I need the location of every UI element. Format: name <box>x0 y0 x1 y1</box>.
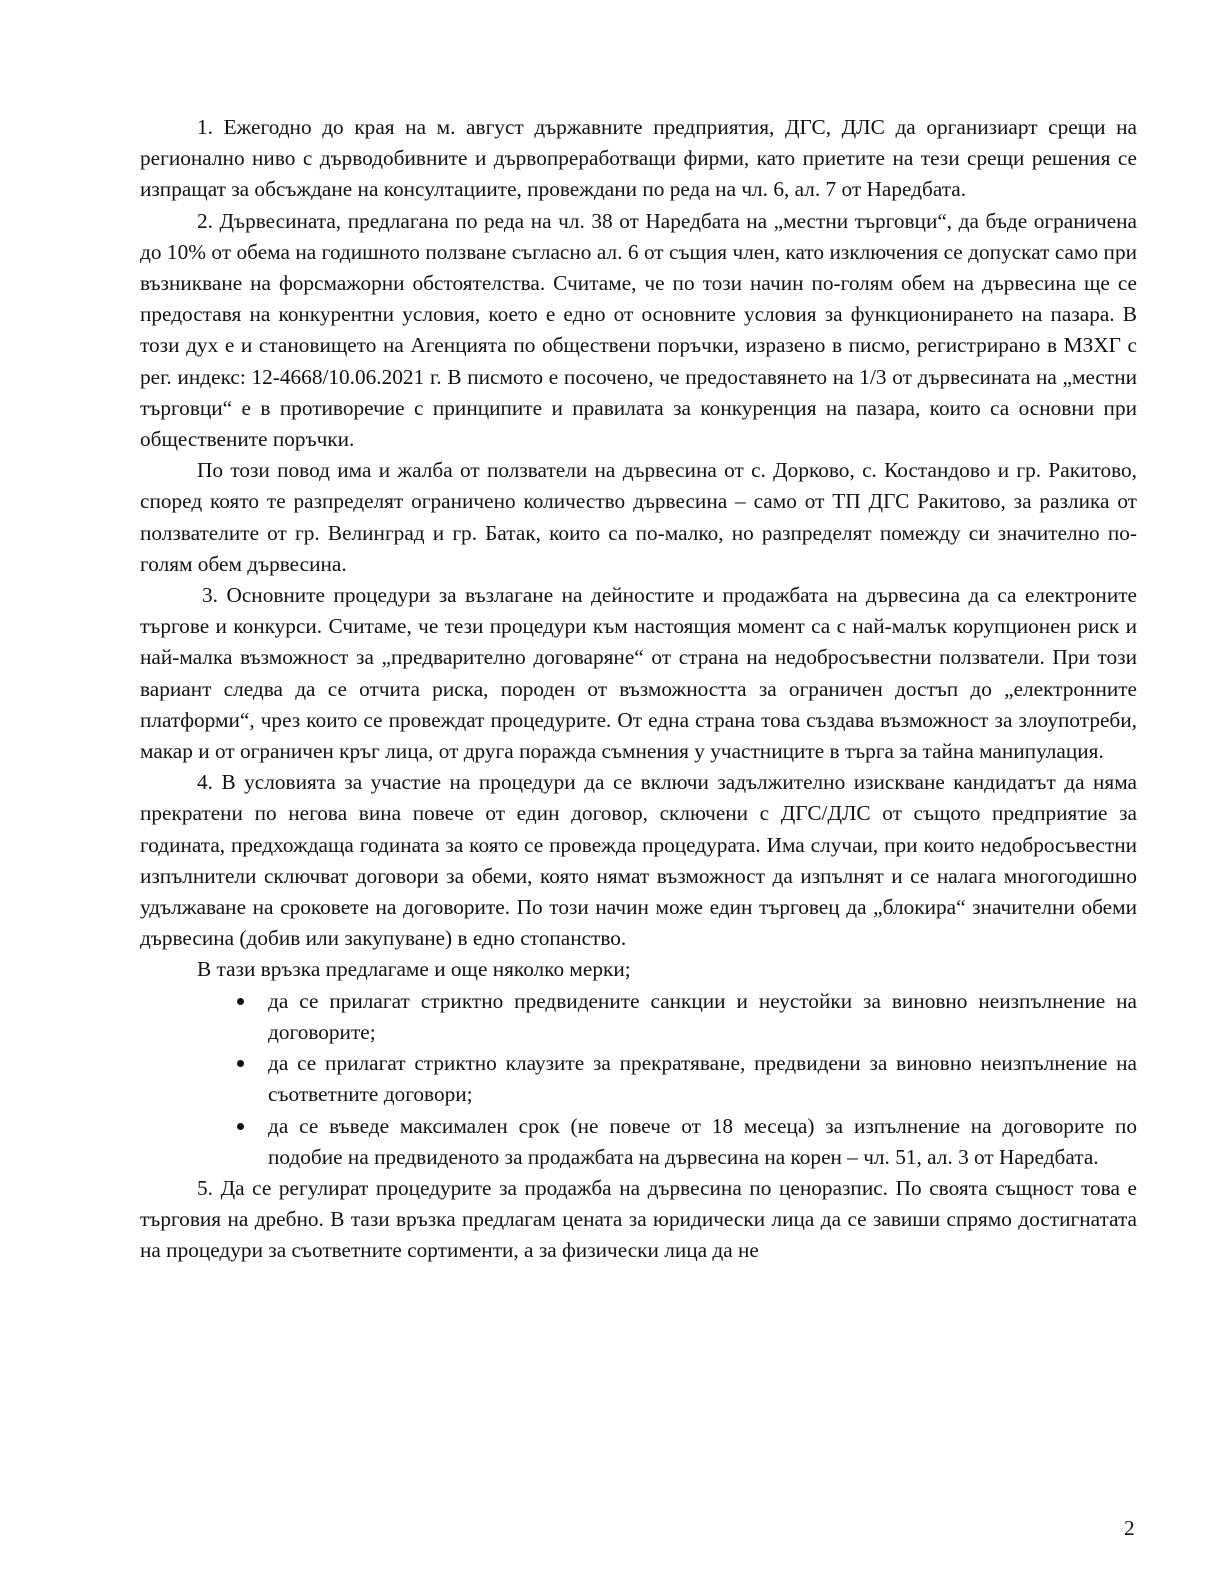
measure-text: да се въведе максимален срок (не повече от 18 месеца) за изпълнение на договорите по подобие на предвиденото за продажбата на дървесина на корен – чл. 51, ал. 3 от Наредбата. <box>268 1113 1137 1169</box>
measure-text: да се прилагат стриктно клаузите за прекратяване, предвидени за виновно неизпълнение на съответните договори; <box>268 1051 1137 1107</box>
bullet-icon <box>237 1123 244 1130</box>
paragraph-3-electronic-auctions: 3. Основните процедури за възлагане на дейностите и продажбата на дървесина да са електроните търгове и конкурси. Считаме, че тези процедури към настоящия момент са с най-малък корупционен риск и най-малка възможност за „предварително договаряне“ от страна на недобросъвестни ползватели. При този вариант следва да се отчита риска, породен от възможността за ограничен достъп до „електронните платформи“, чрез които се провеждат процедурите. От една страна това създава възможност за злоупотреби, макар и от ограничен кръг лица, от друга поражда съмнения у участниците в търга за тайна манипулация. <box>140 583 1137 764</box>
bullet-icon <box>237 1060 244 1067</box>
measure-item <box>140 1048 1137 1110</box>
document-page <box>140 112 1137 1267</box>
paragraph-1-regional-meetings: 1. Ежегодно до края на м. август държавните предприятия, ДГС, ДЛС да организиарт срещи на регионално ниво с дърводобивните и дървопреработващи фирми, като приетите на тези срещи решения се изпращат за обсъждане на консултациите, провеждани по реда на чл. 6, ал. 7 от Наредбата. <box>140 115 1137 202</box>
paragraph-2-local-traders-limit: 2. Дървесината, предлагана по реда на чл. 38 от Наредбата на „местни търговци“, да бъде ограничена до 10% от обема на годишното ползване съгласно ал. 6 от същия член, като изключения се допускат само при възникване на форсмажорни обстоятелства. Считаме, че по този начин по-голям обем на дървесина ще се предоставя на конкурентни условия, което е едно от основните условия за функционирането на пазара. В този дух е и становището на Агенцията по обществени поръчки, изразено в писмо, регистрирано в МЗХГ с рег. индекс: 12-4668/10.06.2021 г. В писмото е посочено, че предоставянето на 1/3 от дървесината на „местни търговци“ е в противоречие с принципите и правилата за конкуренция на пазара, които са основни при обществените поръчки. <box>140 208 1137 452</box>
measure-item <box>140 986 1137 1048</box>
paragraph-4-participation-conditions: 4. В условията за участие на процедури да се включи задължително изискване кандидатът да няма прекратени по негова вина повече от един договор, сключени с ДГС/ДЛС от същото предприятие за годината, предхождаща годината за която се провежда процедурата. Има случаи, при които недобросъвестни изпълнители сключват договори за обеми, която нямат възможност да изпълнят и се налага многогодишно удължаване на сроковете на договорите. По този начин може един търговец да „блокира“ значителни обеми дървесина (добив или закупуване) в едно стопанство. <box>140 770 1137 951</box>
page-number: 2 <box>1124 1516 1135 1540</box>
measures-intro: В тази връзка предлагаме и още няколко мерки; <box>197 957 631 982</box>
bullet-icon <box>237 998 244 1005</box>
paragraph-5-price-list-sales: 5. Да се регулират процедурите за продажба на дървесина по ценоразпис. По своята същност това е търговия на дребно. В тази връзка предлагам цената за юридически лица да се завиши спрямо достигнатата на процедури за съответните сортименти, а за физически лица да не <box>140 1175 1137 1263</box>
measures-list <box>140 986 1137 1173</box>
measure-item <box>140 1111 1137 1173</box>
measure-text: да се прилагат стриктно предвидените санкции и неустойки за виновно неизпълнение на договорите; <box>268 988 1137 1044</box>
paragraph-complaint: По този повод има и жалба от ползватели на дървесина от с. Дорково, с. Костандово и гр. Ракитово, според която те разпределят ограничено количество дървесина – само от ТП ДГС Ракитово, за разлика от ползвателите от гр. Велинград и гр. Батак, които са по-малко, но разпределят помежду си значително по-голям обем дървесина. <box>140 458 1137 576</box>
